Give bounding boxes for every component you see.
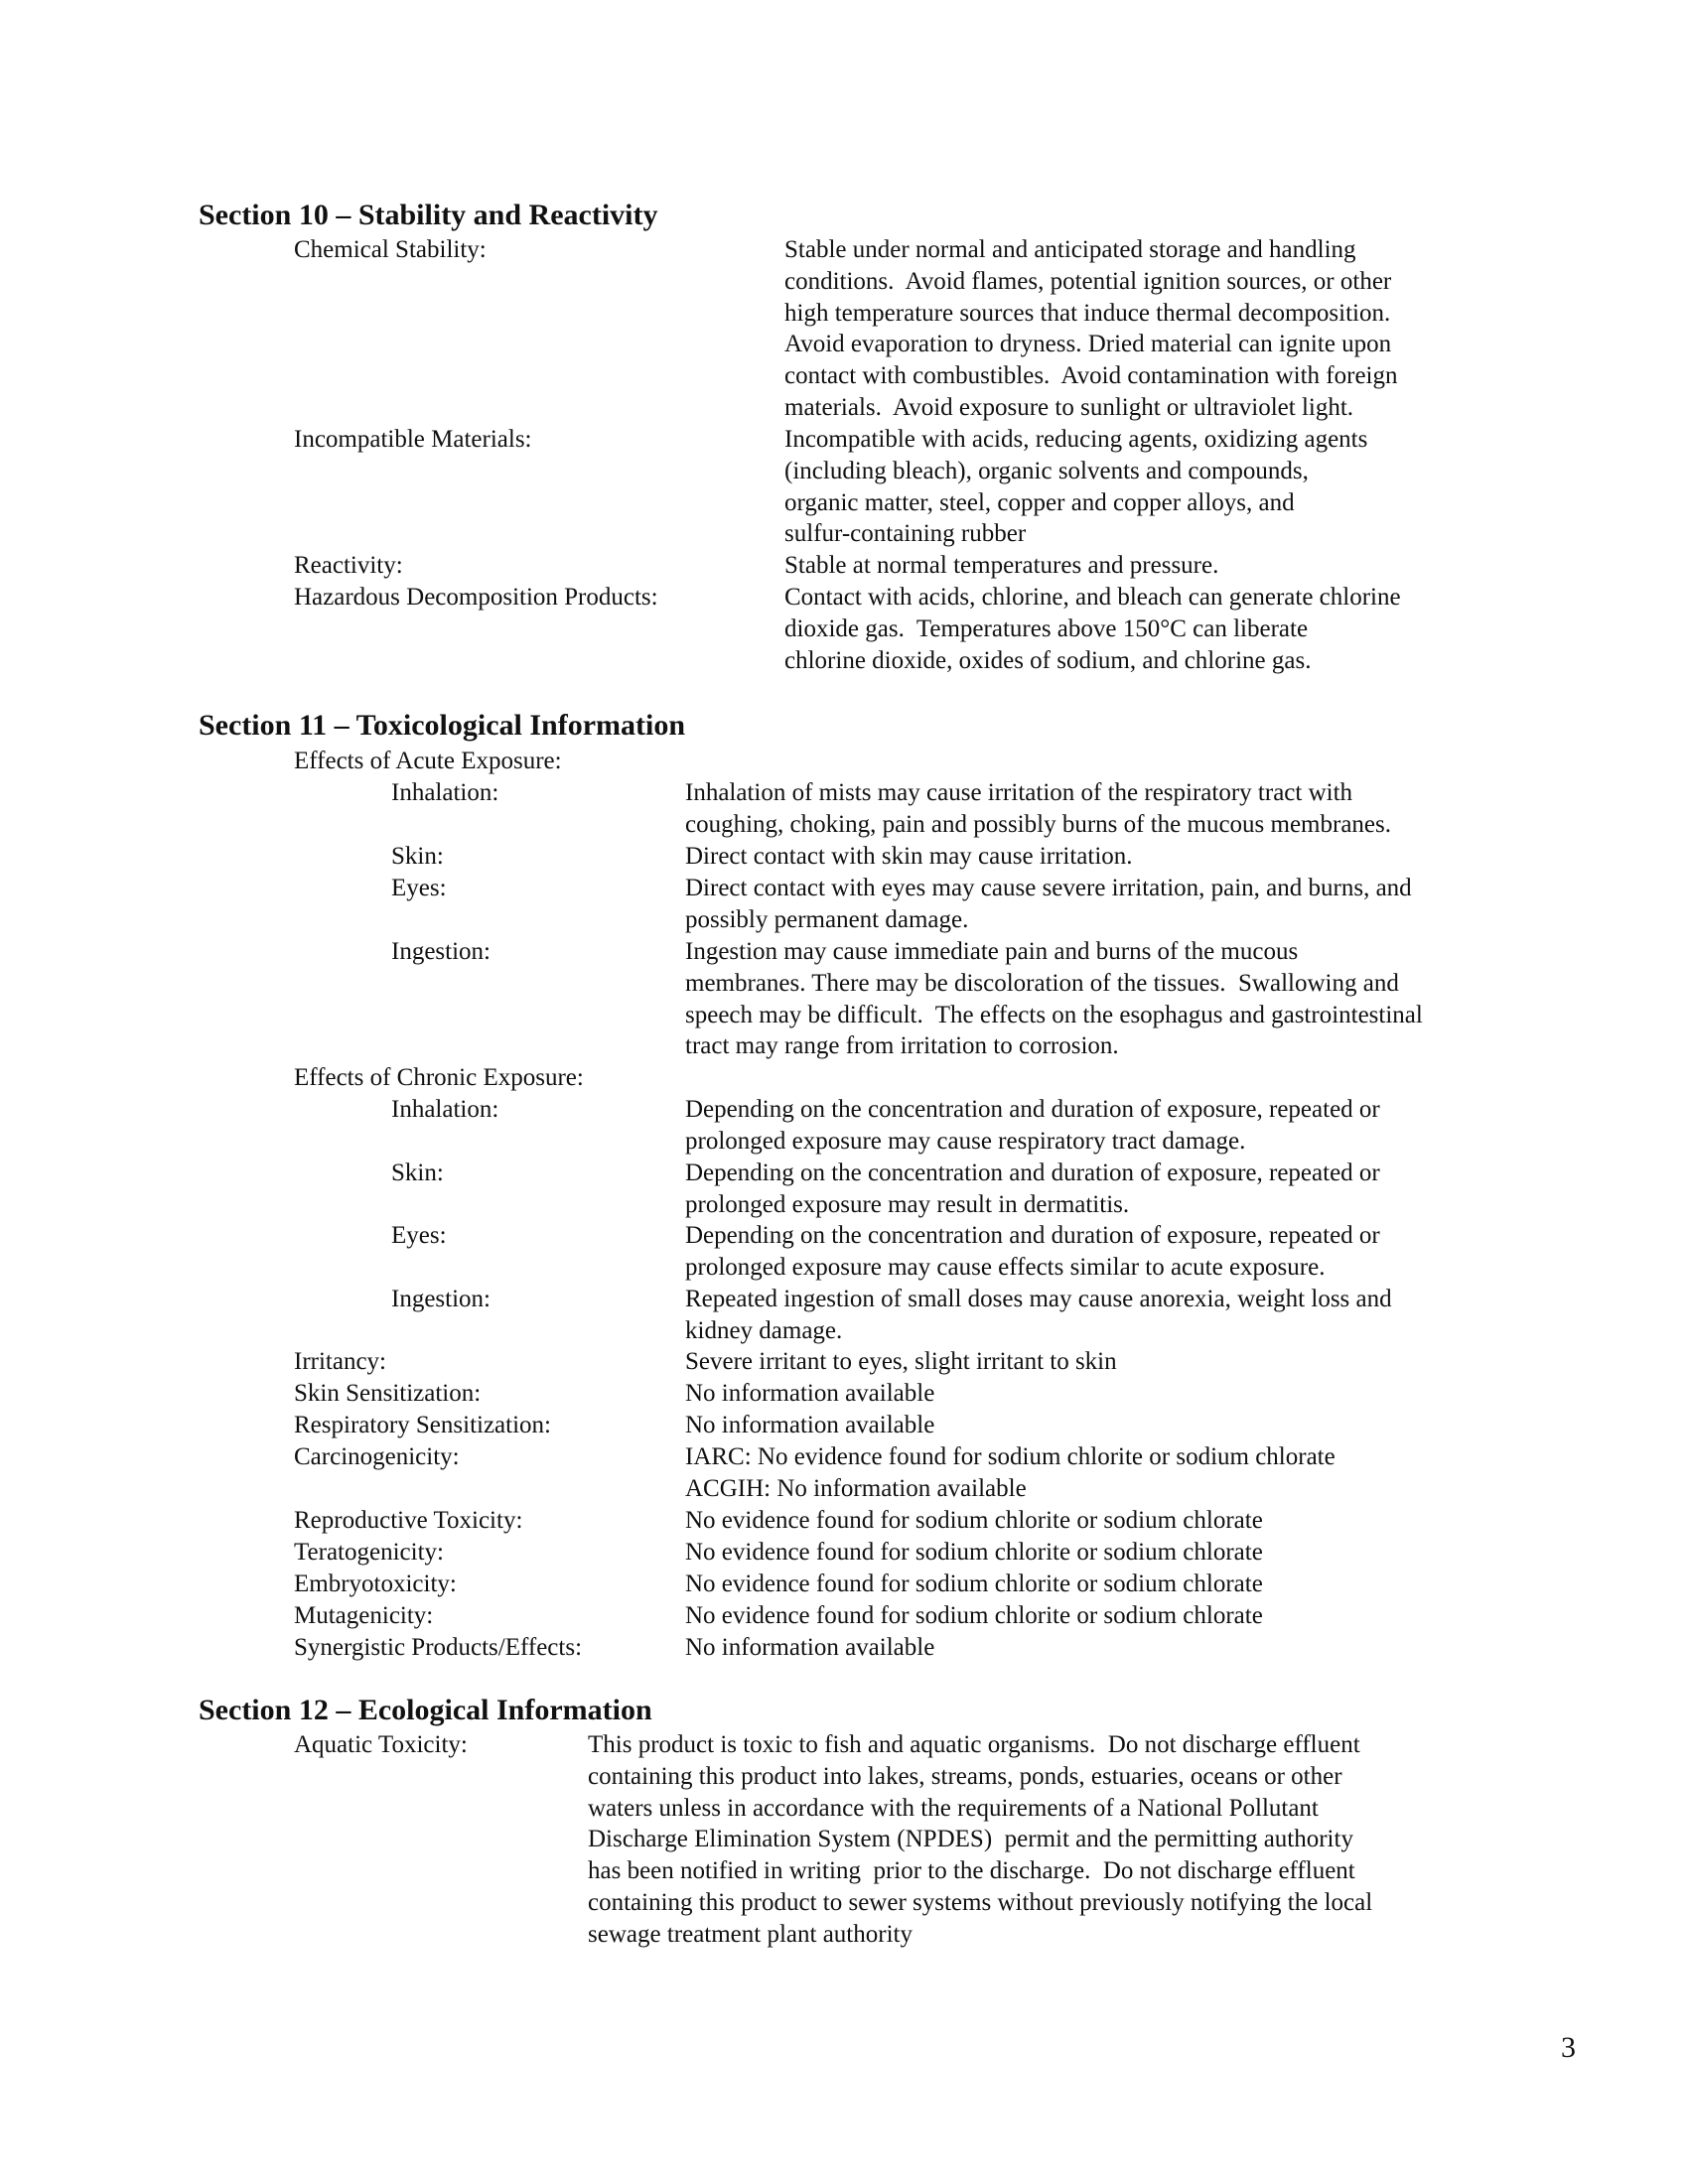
field-label: Inhalation: [391, 1096, 499, 1123]
field-value-line: prolonged exposure may result in dermatitis. [685, 1190, 1130, 1218]
field-value-line: No information available [685, 1634, 935, 1661]
field-value-line: Stable under normal and anticipated storage and handling [784, 236, 1356, 263]
field-value-line: Severe irritant to eyes, slight irritant to skin [685, 1348, 1117, 1375]
field-label: Synergistic Products/Effects: [294, 1634, 583, 1661]
field-value-line: This product is toxic to fish and aquatic organisms. Do not discharge effluent [588, 1731, 1360, 1758]
page-number: 3 [1561, 2031, 1576, 2064]
field-value-line: Ingestion may cause immediate pain and burns of the mucous [685, 938, 1299, 965]
field-value-line: chlorine dioxide, oxides of sodium, and chlorine gas. [784, 646, 1312, 674]
field-label: Embryotoxicity: [294, 1570, 457, 1597]
field-value-line: Inhalation of mists may cause irritation of the respiratory tract with [685, 779, 1353, 806]
field-value-line: IARC: No evidence found for sodium chlorite or sodium chlorate [685, 1443, 1336, 1470]
field-value-line: kidney damage. [685, 1316, 843, 1344]
field-value-line: Depending on the concentration and duration of exposure, repeated or [685, 1222, 1380, 1249]
field-value-line: dioxide gas. Temperatures above 150°C can liberate [784, 614, 1309, 642]
field-value-line: (including bleach), organic solvents and compounds, [784, 457, 1309, 484]
field-label: Effects of Acute Exposure: [294, 748, 562, 774]
field-label: Skin Sensitization: [294, 1380, 482, 1407]
field-label: Carcinogenicity: [294, 1443, 460, 1470]
field-label: Reproductive Toxicity: [294, 1507, 523, 1534]
field-value-line: Direct contact with eyes may cause severe irritation, pain, and burns, and [685, 875, 1412, 901]
field-value-line: sewage treatment plant authority [588, 1920, 913, 1948]
field-value-line: organic matter, steel, copper and copper alloys, and [784, 488, 1295, 516]
field-label: Skin: [391, 843, 444, 870]
field-value-line: conditions. Avoid flames, potential ignition sources, or other [784, 267, 1392, 295]
field-label: Teratogenicity: [294, 1539, 444, 1566]
field-label: Ingestion: [391, 1286, 491, 1312]
field-value-line: ACGIH: No information available [685, 1474, 1027, 1502]
field-value-line: Contact with acids, chlorine, and bleach can generate chlorine [784, 584, 1401, 611]
field-value-line: Incompatible with acids, reducing agents, oxidizing agents [784, 426, 1368, 453]
field-value-line: tract may range from irritation to corrosion. [685, 1032, 1119, 1060]
field-label: Eyes: [391, 1222, 447, 1249]
field-value-line: possibly permanent damage. [685, 905, 969, 933]
field-value-line: materials. Avoid exposure to sunlight or ultraviolet light. [784, 394, 1354, 421]
field-value-line: Stable at normal temperatures and pressure. [784, 552, 1219, 579]
field-label: Ingestion: [391, 938, 491, 965]
field-label: Incompatible Materials: [294, 426, 532, 453]
field-value-line: Avoid evaporation to dryness. Dried material can ignite upon [784, 331, 1392, 358]
field-value-line: membranes. There may be discoloration of the tissues. Swallowing and [685, 969, 1399, 997]
field-value-line: high temperature sources that induce thermal decomposition. [784, 299, 1391, 327]
field-label: Aquatic Toxicity: [294, 1731, 468, 1758]
field-value-line: No information available [685, 1380, 935, 1407]
section-title: Section 10 – Stability and Reactivity [199, 199, 658, 231]
field-value-line: No evidence found for sodium chlorite or sodium chlorate [685, 1507, 1263, 1534]
field-value-line: Direct contact with skin may cause irritation. [685, 843, 1133, 870]
field-value-line: Discharge Elimination System (NPDES) permit and the permitting authority [588, 1826, 1353, 1853]
field-value-line: Depending on the concentration and duration of exposure, repeated or [685, 1160, 1380, 1186]
field-value-line: contact with combustibles. Avoid contamination with foreign [784, 362, 1398, 390]
section-title: Section 11 – Toxicological Information [199, 709, 686, 742]
field-label: Hazardous Decomposition Products: [294, 584, 658, 611]
field-value-line: No evidence found for sodium chlorite or sodium chlorate [685, 1570, 1263, 1597]
field-value-line: prolonged exposure may cause respiratory tract damage. [685, 1127, 1246, 1155]
field-label: Eyes: [391, 875, 447, 901]
field-value-line: waters unless in accordance with the requirements of a National Pollutant [588, 1794, 1319, 1822]
section-title: Section 12 – Ecological Information [199, 1694, 652, 1726]
field-value-line: containing this product to sewer systems without previously notifying the local [588, 1889, 1373, 1916]
field-label: Inhalation: [391, 779, 499, 806]
field-value-line: speech may be difficult. The effects on the esophagus and gastrointestinal [685, 1001, 1423, 1028]
field-value-line: coughing, choking, pain and possibly burns of the mucous membranes. [685, 810, 1391, 838]
field-label: Respiratory Sensitization: [294, 1412, 551, 1438]
field-label: Irritancy: [294, 1348, 387, 1375]
field-value-line: containing this product into lakes, streams, ponds, estuaries, oceans or other [588, 1762, 1342, 1790]
field-value-line: has been notified in writing prior to the discharge. Do not discharge effluent [588, 1857, 1355, 1885]
field-value-line: Repeated ingestion of small doses may cause anorexia, weight loss and [685, 1286, 1392, 1312]
field-label: Reactivity: [294, 552, 403, 579]
field-value-line: No information available [685, 1412, 935, 1438]
field-label: Skin: [391, 1160, 444, 1186]
field-label: Mutagenicity: [294, 1602, 434, 1629]
field-value-line: sulfur-containing rubber [784, 520, 1027, 548]
field-value-line: No evidence found for sodium chlorite or sodium chlorate [685, 1539, 1263, 1566]
field-value-line: No evidence found for sodium chlorite or sodium chlorate [685, 1602, 1263, 1629]
field-value-line: prolonged exposure may cause effects similar to acute exposure. [685, 1253, 1326, 1281]
field-value-line: Depending on the concentration and duration of exposure, repeated or [685, 1096, 1380, 1123]
field-label: Chemical Stability: [294, 236, 487, 263]
field-label: Effects of Chronic Exposure: [294, 1064, 584, 1091]
